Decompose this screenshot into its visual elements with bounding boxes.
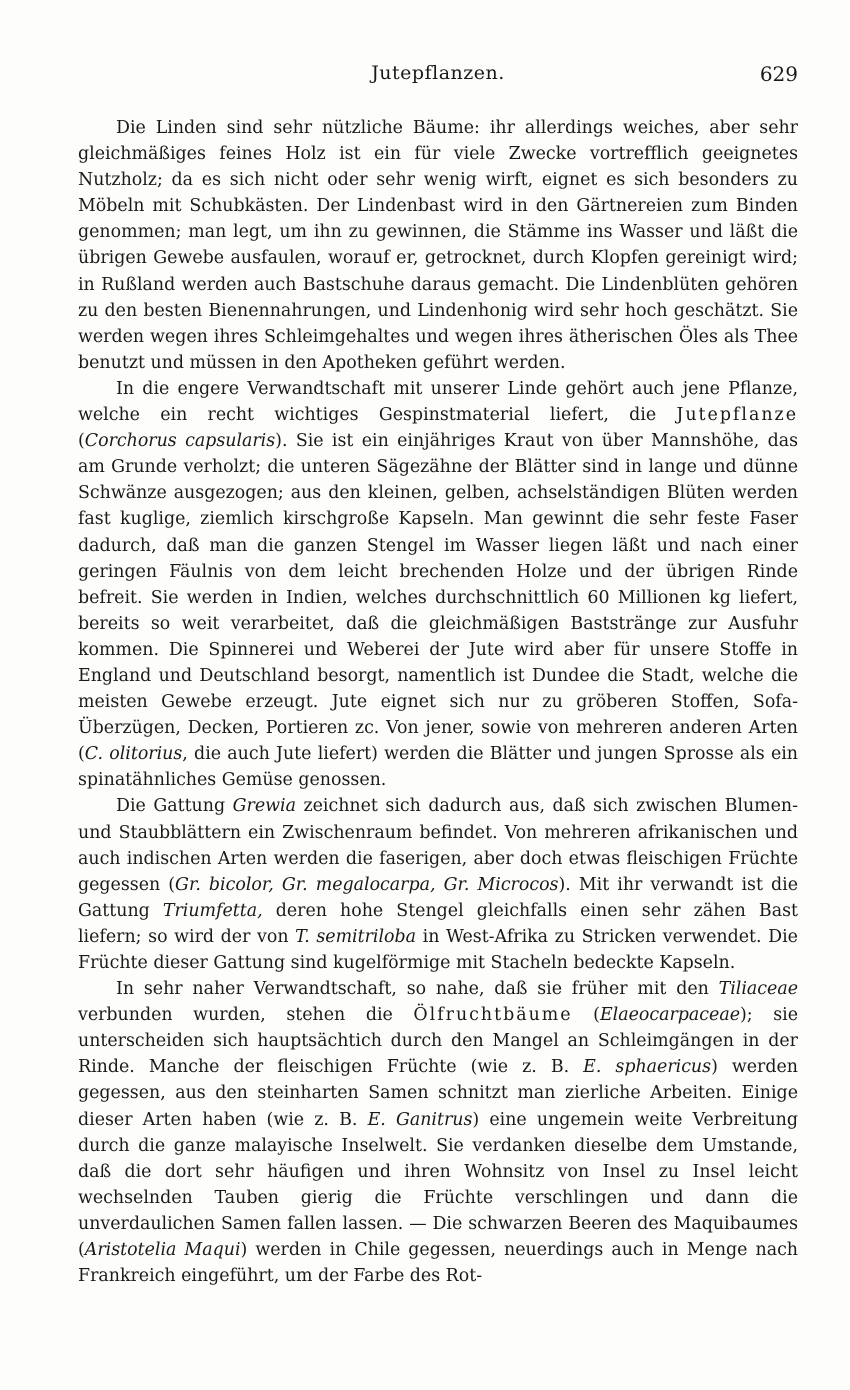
family-name: Elaeocarpaceae	[599, 1005, 740, 1026]
text-run: zeichnet sich dadurch aus, daß sich zwischen Blumen- und Staubblättern ein Zwischenraum befindet. Von mehreren afrikanischen und auch indischen Arten werden die faserigen, aber doch etwas fleischigen Früchte gegessen (	[78, 796, 799, 895]
page-header	[78, 62, 798, 90]
text-run: In sehr naher Verwandtschaft, so nahe, daß sie früher mit den	[116, 979, 719, 1000]
genus-name: Grewia	[232, 796, 296, 817]
paragraph-jute	[78, 376, 798, 794]
text-run: ) werden gegessen, aus den steinharten Samen schnitzt man zierliche Arbeiten. Einige dieser Arten haben (wie z. B.	[78, 1057, 798, 1130]
species-name: Gr. bicolor, Gr. megalocarpa, Gr. Microcos	[175, 874, 559, 895]
running-title: Jutepflanzen.	[371, 62, 505, 84]
text-run: ); sie unterscheiden sich hauptsächtich durch den Mangel an Schleimgängen in der Rinde. Manche der fleischigen Früchte (wie z. B.	[78, 1005, 798, 1078]
species-name: Aristotelia Maqui	[84, 1240, 241, 1261]
term-spaced: Jutepflanze	[676, 405, 798, 426]
text-run: , die auch Jute liefert) werden die Blätter und jungen Sprosse als ein spinatähnliches Gemüse genossen.	[78, 744, 798, 791]
species-name: Corchorus capsularis	[84, 431, 276, 452]
text-run: deren hohe Stengel gleichfalls einen sehr zähen Bast liefern; so wird der von	[78, 900, 798, 947]
page-body	[78, 115, 798, 1289]
text-run: ). Sie ist ein einjähriges Kraut von über Mannshöhe, das am Grunde verholzt; die unteren Sägezähne der Blätter sind in lange und dünne Schwänze ausgezogen; aus den kleinen, gelben, achselständigen Blüten werden fast kuglige, ziemlich kirschgroße Kapseln. Man gewinnt die sehr feste Faser dadurch, daß man die ganzen Stengel im Wasser liegen läßt und nach einer geringen Fäulnis von dem leicht brechenden Holze und der übrigen Rinde befreit. Sie werden in Indien, welches durchschnittlich 60 Millionen kg liefert, bereits so weit verarbeitet, daß die gleichmäßigen Baststränge zur Ausfuhr kommen. Die Spinnerei und Weberei der Jute wird aber für unsere Stoffe in England und Deutschland besorgt, namentlich ist Dundee die Stadt, welche die meisten Gewebe erzeugt. Jute eignet sich nur zu gröberen Stoffen, Sofa-Überzügen, Decken, Portieren zc. Von jener, sowie von mehreren anderen Arten (	[78, 431, 798, 765]
paragraph-elaeocarpaceae	[78, 976, 798, 1289]
paragraph-linden	[78, 115, 798, 376]
text-run: In die engere Verwandtschaft mit unserer Linde gehört auch jene Pflanze, welche ein recht wichtiges Gespinstmaterial liefert, die	[78, 378, 798, 426]
species-name: C. olitorius	[84, 744, 183, 765]
text-run: Die Gattung	[116, 796, 233, 817]
species-name: T. semitriloba	[295, 926, 417, 947]
text-run: verbunden wurden, stehen die	[78, 1005, 414, 1026]
page-number: 629	[759, 62, 798, 86]
text-run: ). Mit ihr verwandt ist die Gattung	[78, 874, 798, 921]
term-spaced: Ölfruchtbäume	[413, 1005, 573, 1026]
species-name: E. sphaericus	[583, 1057, 712, 1078]
text-run: in West-Afrika zu Stricken verwendet. Die Früchte dieser Gattung sind kugelförmige mit Stacheln bedeckte Kapseln.	[78, 926, 798, 973]
species-name: E. Ganitrus	[367, 1109, 473, 1130]
text-run: ) werden in Chile gegessen, neuerdings auch in Menge nach Frankreich eingeführt, um der Farbe des Rot-	[78, 1240, 799, 1287]
text-run: ) eine ungemein weite Verbreitung durch die ganze malayische Inselwelt. Sie verdanken dieselbe dem Umstande, daß die dort sehr häufigen und ihren Wohnsitz von Insel zu Insel leicht wechselnden Tauben gierig die Früchte verschlingen und dann die unverdaulichen Samen fallen lassen. — Die schwarzen Beeren des Maquibaumes (	[78, 1109, 798, 1261]
text-run: (	[572, 1005, 600, 1026]
text-run: (	[78, 431, 85, 452]
genus-name: Triumfetta,	[162, 900, 263, 921]
paragraph-text: Die Linden sind sehr nützliche Bäume: ihr allerdings weiches, aber sehr gleichmäßiges feines Holz ist ein für viele Zwecke vortrefflich geeignetes Nutzholz; da es sich nicht oder sehr wenig wirft, eignet es sich besonders zu Möbeln mit Schubkästen. Der Lindenbast wird in den Gärtnereien zum Binden genommen; man legt, um ihn zu gewinnen, die Stämme ins Wasser und läßt die übrigen Gewebe ausfaulen, worauf er, getrocknet, durch Klopfen gereinigt wird; in Rußland werden auch Bastschuhe daraus gemacht. Die Lindenblüten gehören zu den besten Bienennahrungen, und Lindenhonig wird sehr hoch geschätzt. Sie werden wegen ihres Schleimgehaltes und wegen ihres ätherischen Öles als Thee benutzt und müssen in den Apotheken geführt werden.	[78, 118, 798, 373]
paragraph-grewia	[78, 793, 798, 976]
family-name: Tiliaceae	[718, 979, 798, 1000]
